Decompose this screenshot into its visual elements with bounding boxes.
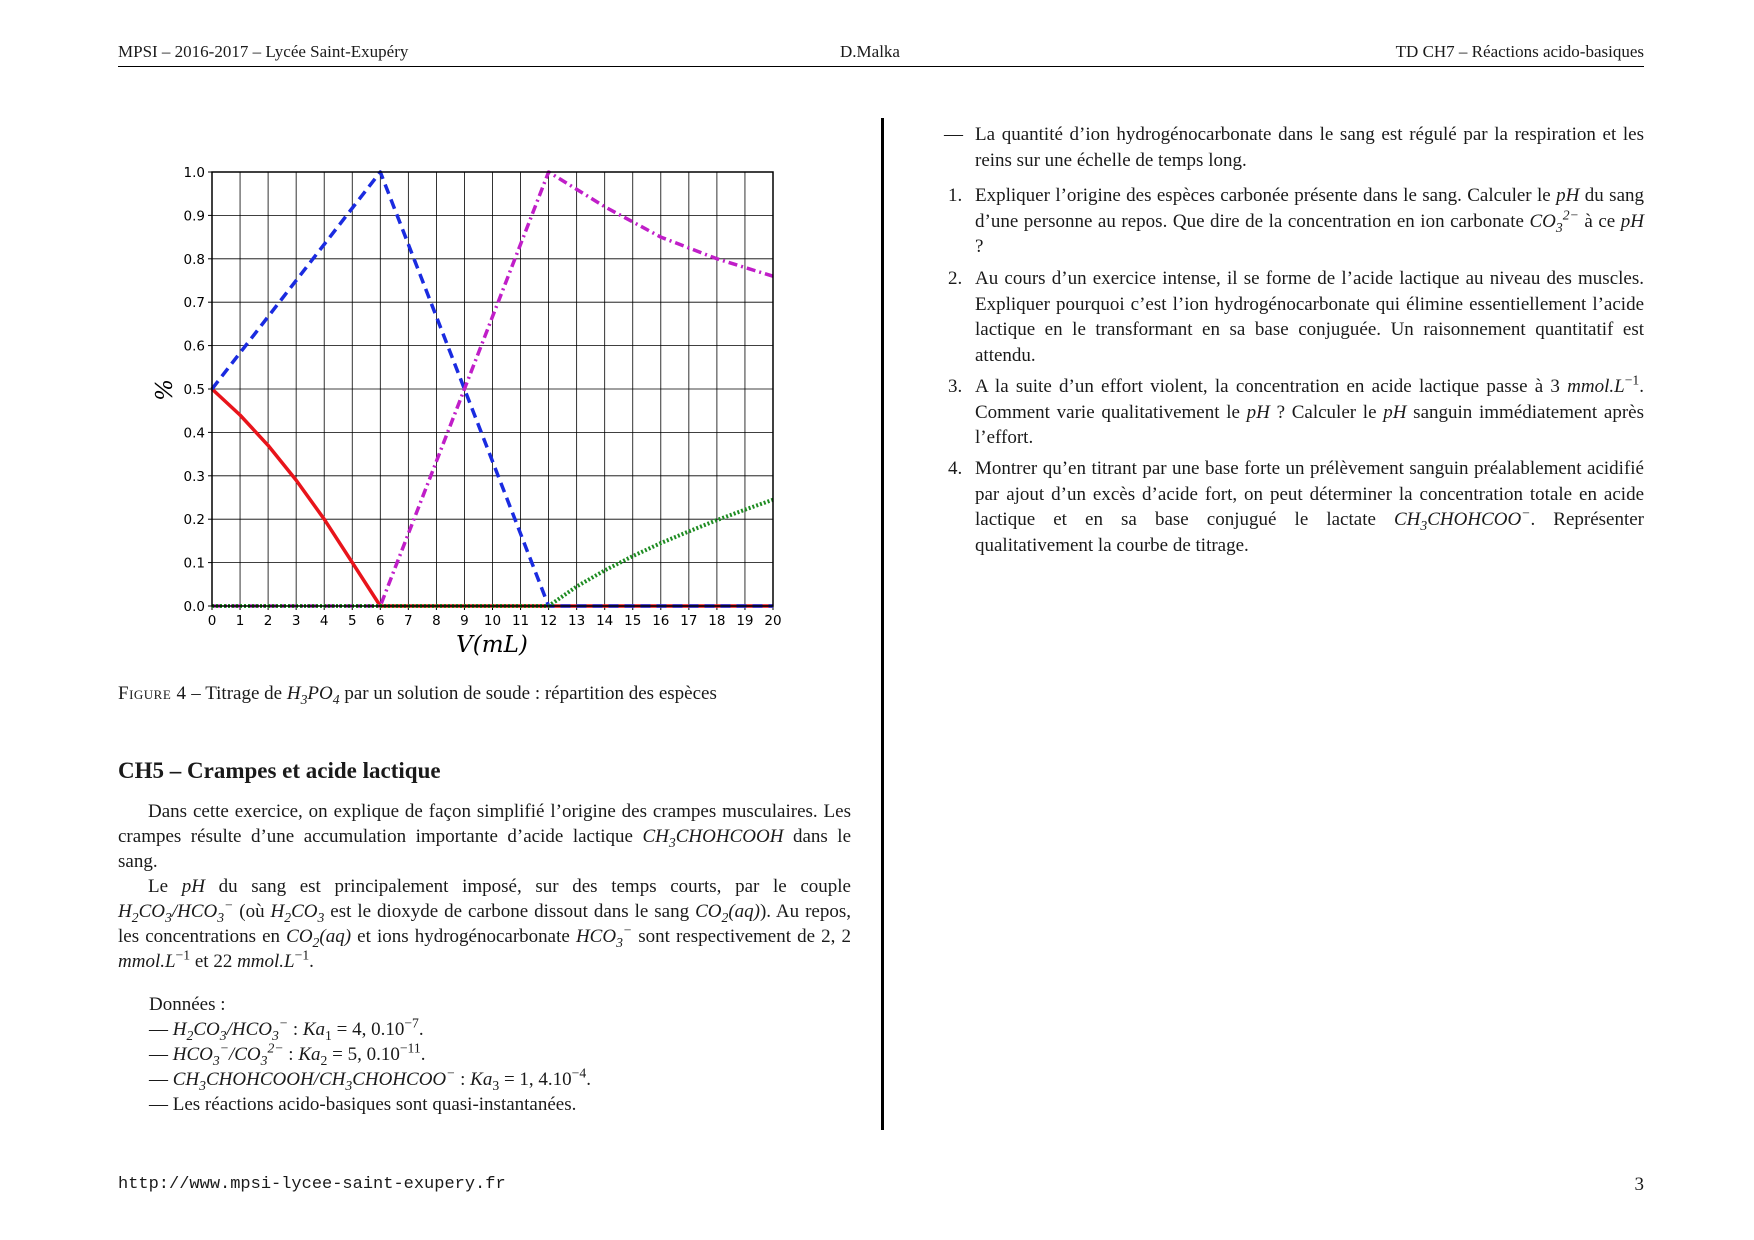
y-tick-label: 0.0 <box>183 599 205 615</box>
page-number: 3 <box>1634 1174 1644 1195</box>
question-4: 4. Montrer qu’en titrant par une base forte un prélèvement sanguin préalablement acidifié par ajout d’un excès d’acide fort, on peut déterminer la concentration totale en acide lactique et en sa base conjugué le lactate $CH_3CHOHCOO^-$. Représenter qualitativement la courbe de titrage. <box>948 458 1645 556</box>
data-item-3: — $CH_3CHOHCOOH/CH_3CHOHCOO^-$ : $Ka_3 = 1$, $4.10^{-4}$. <box>149 1065 591 1093</box>
question-2: 2. Au cours d’un exercice intense, il se forme de l’acide lactique au niveau des muscles. Expliquer pourquoi c’est l’ion hydrogénocarbonate qui élimine essentiellement l’acide lactique en le transformant en sa base conjuguée. Un raisonnement quantitatif est attendu. <box>948 268 1644 366</box>
titration-chart <box>140 160 800 665</box>
x-tick-label: 17 <box>680 613 698 629</box>
y-tick-label: 0.8 <box>183 251 205 268</box>
intro-paragraph-2: Le pH du sang est principalement imposé, sur des temps courts, par le couple $H_2CO_3/HCO_3^-$ (où $H_2CO_3$ est le dioxyde de carbone dissout dans le sang $CO_2(aq)$). Au repos, les concentrations en $CO_2(aq)$ et ions hydrogénocarbonate $HCO_3^-$ sont respectivement de 2, 2 $mmol.L^{-1}$ et 22 $mmol.L^{-1}$. <box>118 876 852 972</box>
formula-lactic-acid: $CH_3CHOHCOOH$ <box>642 826 784 850</box>
question-3: 3. A la suite d’un effort violent, la concentration en acide lactique passe à 3 $mmol.L^{-1}$. Comment varie qualitativement le pH ? Calculer le pH sanguin immédiatement après l’effort. <box>948 372 1645 448</box>
x-tick-label: 10 <box>483 613 502 629</box>
column-separator <box>881 118 884 1130</box>
x-tick-label: 18 <box>708 613 726 629</box>
y-tick-label: 0.5 <box>183 382 205 398</box>
footer-url[interactable]: http://www.mpsi-lycee-saint-exupery.fr <box>118 1175 506 1194</box>
x-tick-label: 16 <box>652 613 670 629</box>
x-tick-label: 11 <box>511 613 530 629</box>
formula-couple: $H_2CO_3/HCO_3^-$ <box>118 897 234 925</box>
caption-text-end: par un solution de soude : répartition des espèces <box>339 683 717 704</box>
y-tick-label: 0.9 <box>183 208 205 225</box>
header-rule <box>118 66 1644 67</box>
chart-grid <box>208 172 773 610</box>
data-list <box>149 992 591 1117</box>
x-tick-label: 6 <box>376 613 385 629</box>
data-title: Données : <box>149 994 226 1015</box>
x-tick-label: 5 <box>347 613 357 629</box>
x-axis-label: V(mL) <box>456 632 528 658</box>
right-bullet: — La quantité d’ion hydrogénocarbonate dans le sang est régulé par la respiration et les reins sur une échelle de temps long. <box>944 124 1644 171</box>
data-item-1: — $H_2CO_3/HCO_3^-$ : $Ka_1 = 4$, $0.10^{-7}$. <box>149 1015 424 1043</box>
x-tick-label: 8 <box>432 613 441 629</box>
x-tick-label: 15 <box>624 613 642 629</box>
data-item-4: — Les réactions acido-basiques sont quasi-instantanées. <box>149 1094 577 1115</box>
y-tick-label: 0.1 <box>183 555 205 572</box>
intro-paragraph-1: Dans cette exercice, on explique de façon simplifié l’origine des crampes musculaires. Les crampes résulte d’une accumulation importante d’acide lactique $CH_3CHOHCOOH$ dans le sang. <box>118 801 852 872</box>
x-tick-label: 4 <box>319 613 329 629</box>
x-tick-label: 9 <box>460 613 469 629</box>
section-heading: Crampes et acide lactique <box>187 758 441 783</box>
x-tick-label: 0 <box>207 613 217 629</box>
x-tick-label: 12 <box>540 613 558 629</box>
header-left: MPSI – 2016-2017 – Lycée Saint-Exupéry <box>118 42 409 61</box>
y-tick-label: 0.6 <box>183 338 205 355</box>
section-number: CH5 <box>118 758 164 783</box>
data-item-2: — $HCO_3^-/CO_3^{2-}$ : $Ka_2 = 5$, $0.10^{-11}$. <box>149 1040 426 1068</box>
section-title: CH5 – Crampes et acide lactique <box>118 758 441 783</box>
x-tick-label: 14 <box>596 613 614 629</box>
x-tick-label: 19 <box>736 613 754 629</box>
x-tick-label: 3 <box>291 613 301 629</box>
intro-text <box>118 799 851 974</box>
y-tick-label: 1.0 <box>183 165 205 181</box>
caption-formula: $H_3PO_4$ <box>286 683 340 707</box>
x-tick-label: 13 <box>568 613 586 629</box>
x-tick-labels <box>208 613 782 629</box>
y-axis-label: % <box>152 379 178 401</box>
y-tick-labels <box>184 165 205 615</box>
x-tick-label: 1 <box>235 613 245 629</box>
header-right: TD CH7 – Réactions acido-basiques <box>1395 42 1644 61</box>
x-tick-label: 7 <box>404 613 413 629</box>
question-1: 1. Expliquer l’origine des espèces carbonée présente dans le sang. Calculer le pH du sang d’une personne au repos. Que dire de la concentration en ion carbonate $CO_3^{2-}$ à ce pH ? <box>948 185 1645 257</box>
figure-label: Figure 4 <box>118 683 187 704</box>
figure-caption <box>118 683 717 705</box>
x-tick-label: 20 <box>764 613 782 629</box>
y-tick-label: 0.2 <box>183 512 205 529</box>
x-tick-label: 2 <box>263 613 273 629</box>
y-tick-label: 0.3 <box>183 468 205 485</box>
caption-text: – Titrage de <box>186 683 287 704</box>
y-tick-label: 0.7 <box>183 295 205 312</box>
header-center: D.Malka <box>840 42 900 61</box>
y-tick-label: 0.4 <box>183 425 205 442</box>
